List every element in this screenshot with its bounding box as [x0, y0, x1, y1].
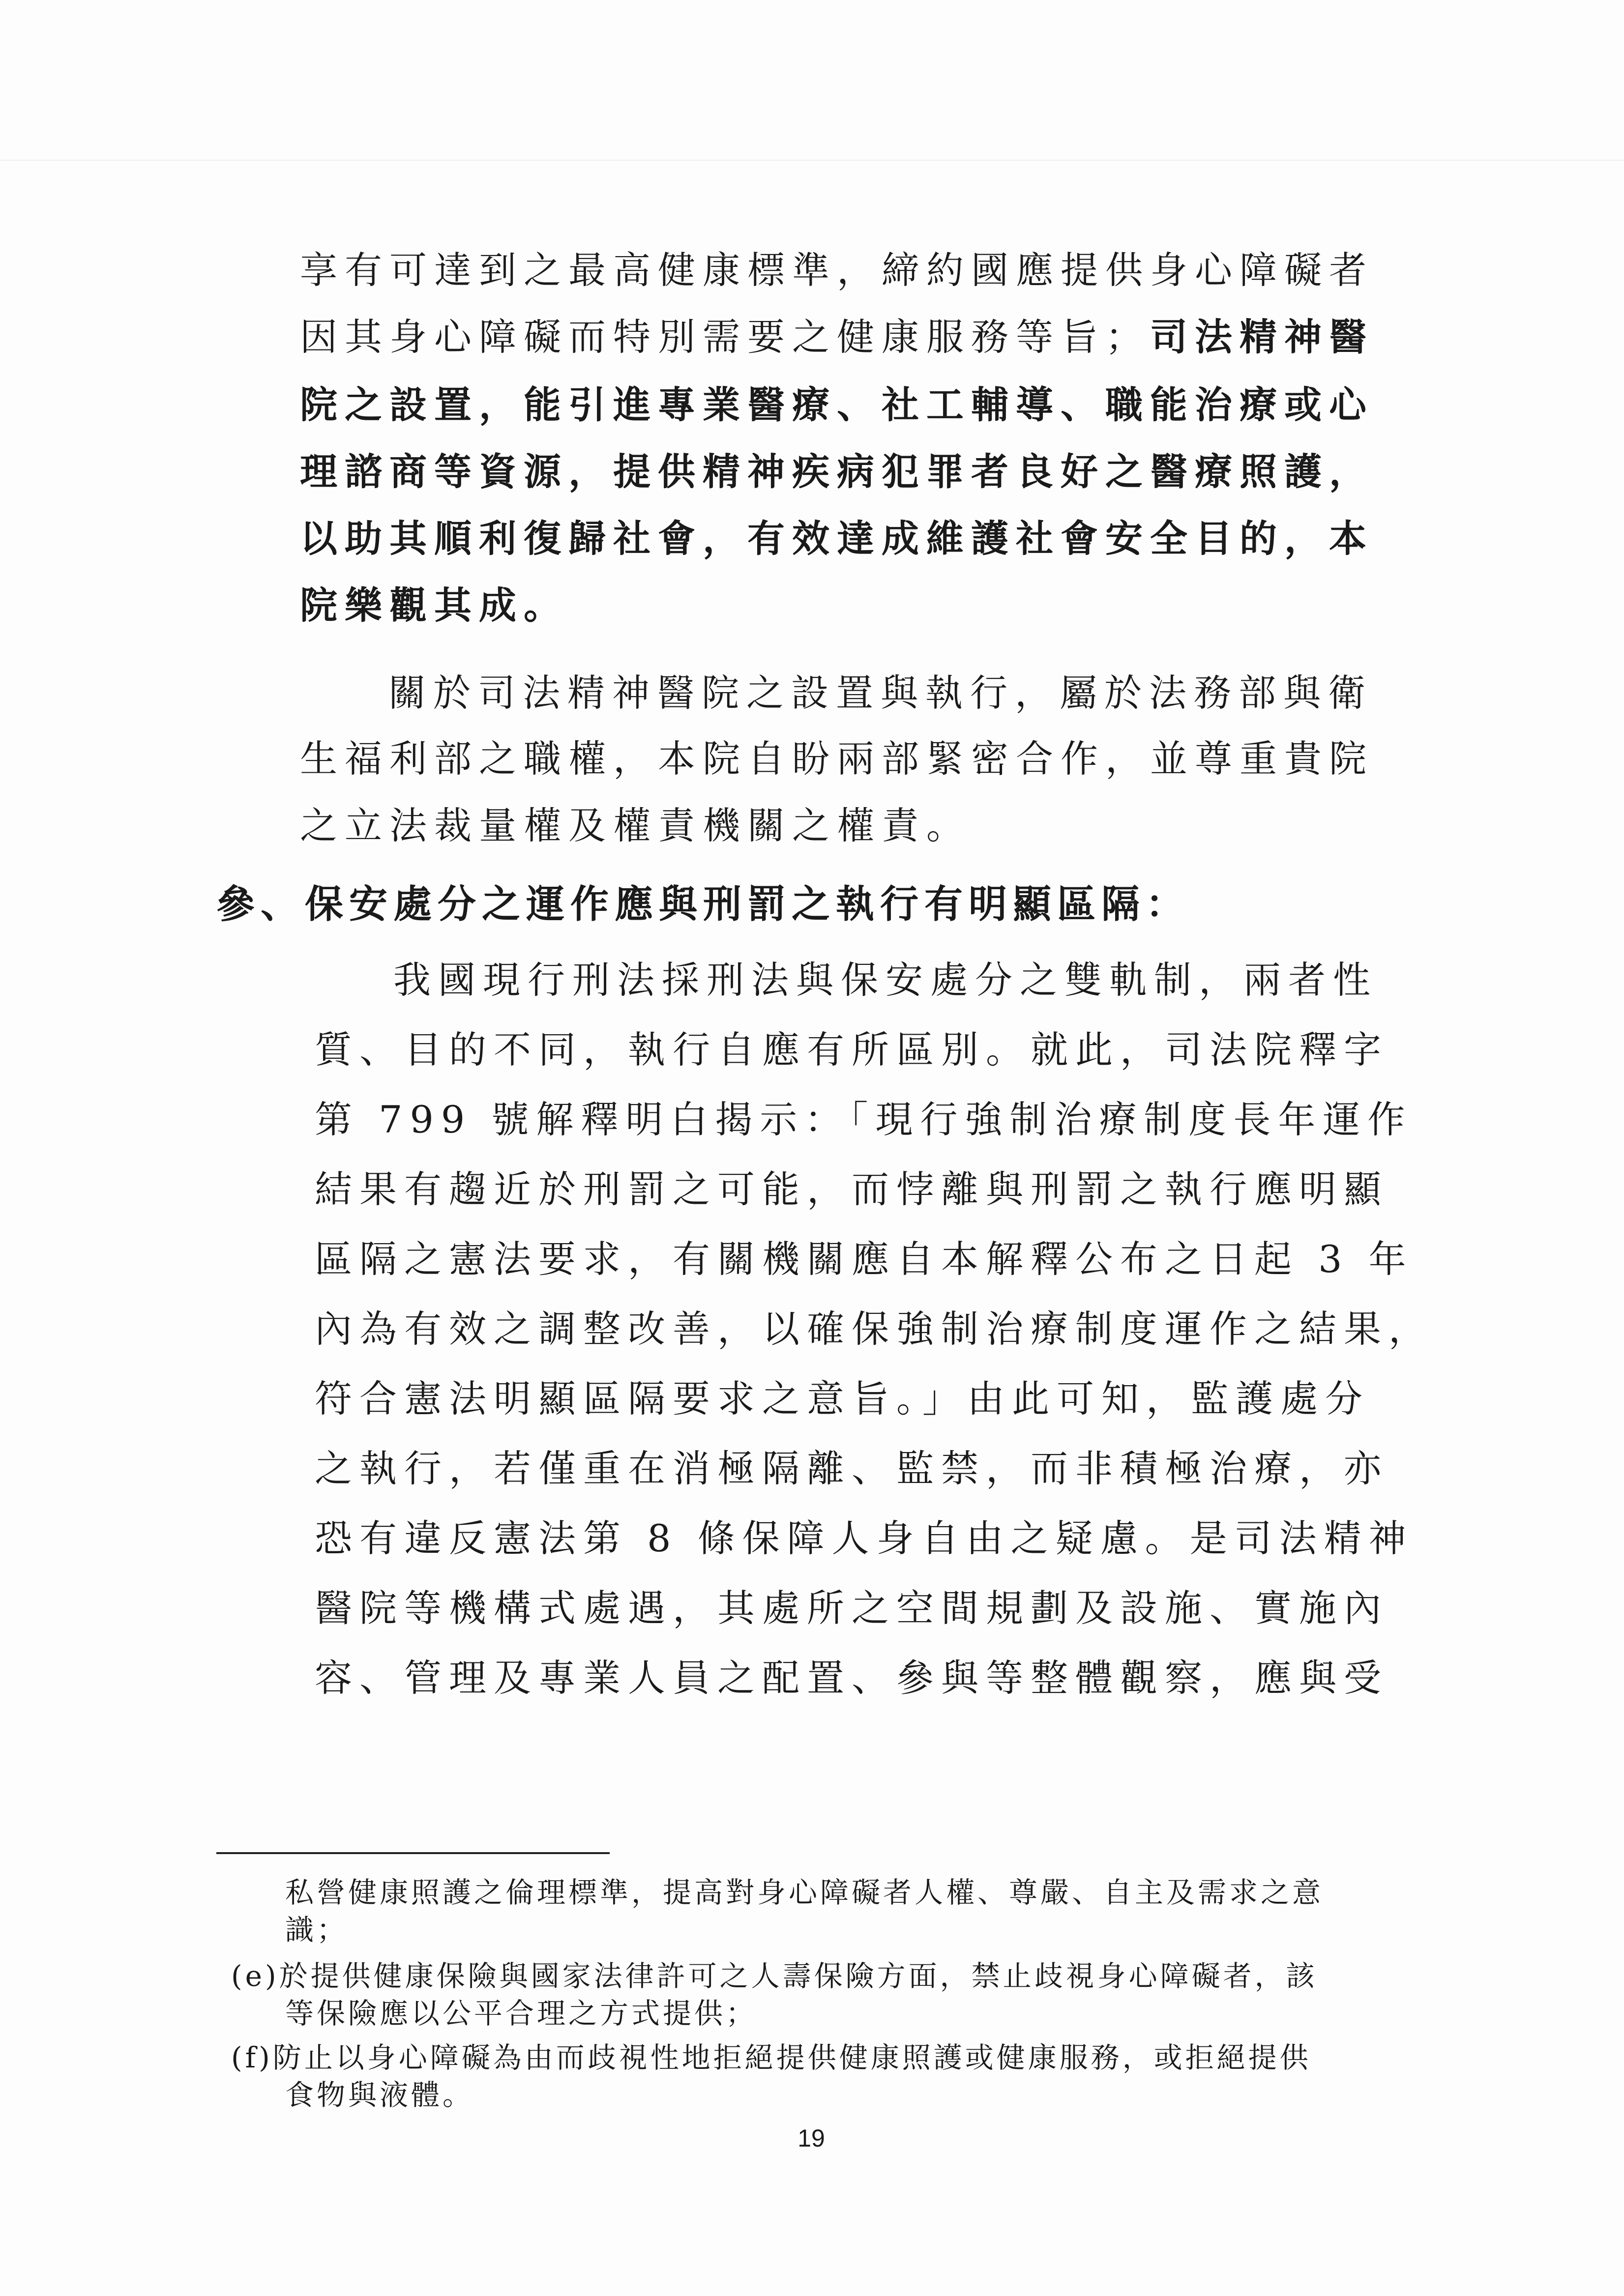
footnote-cont-line-2: 識；: [285, 1913, 349, 1947]
para1-line-3: 院之設置，能引進專業醫療、社工輔導、職能治療或心: [300, 383, 1374, 427]
footnote-f-line-2: 食物與液體。: [285, 2078, 474, 2112]
para3-line-10: 醫院等機構式處遇，其處所之空間規劃及設施、實施內: [315, 1586, 1388, 1630]
section-heading: 參、保安處分之運作應與刑罰之執行有明顯區隔：: [216, 882, 1190, 927]
para3-line-2: 質、目的不同，執行自應有所區別。就此，司法院釋字: [315, 1028, 1388, 1072]
footnote-separator: [216, 1852, 610, 1854]
para2-line-1: 關於司法精神醫院之設置與執行，屬於法務部與衛: [388, 671, 1373, 715]
para3-line-1: 我國現行刑法採刑法與保安處分之雙軌制，兩者性: [393, 958, 1378, 1002]
para1-line-1: 享有可達到之最高健康標準，締約國應提供身心障礙者: [300, 248, 1374, 292]
page-number: 19: [797, 2124, 825, 2152]
para3-line-7: 符合憲法明顯區隔要求之意旨。」由此可知，監護處分: [315, 1377, 1370, 1421]
para3-line-6: 內為有效之調整改善，以確保強制治療制度運作之結果，: [315, 1307, 1433, 1351]
para3-line-4: 結果有趨近於刑罰之可能，而悖離與刑罰之執行應明顯: [315, 1167, 1388, 1211]
footnote-f-line-1: (f)防止以身心障礙為由而歧視性地拒絕提供健康照護或健康服務，或拒絕提供: [231, 2041, 1311, 2074]
para2-line-3: 之立法裁量權及權責機關之權責。: [300, 804, 971, 847]
footnote-e-line-1: (e)於提供健康保險與國家法律許可之人壽保險方面，禁止歧視身心障礙者，該: [231, 1959, 1318, 1993]
para1-line-2: [300, 313, 1374, 362]
para3-line-8: 之執行，若僅重在消極隔離、監禁，而非積極治療，亦: [315, 1447, 1388, 1490]
para3-line-3: 第 799 號解釋明白揭示：「現行強制治療制度長年運作: [315, 1098, 1413, 1141]
footnote-cont-line-1: 私營健康照護之倫理標準，提高對身心障礙者人權、尊嚴、自主及需求之意: [285, 1876, 1324, 1909]
para2-line-2: 生福利部之職權，本院自盼兩部緊密合作，並尊重貴院: [300, 737, 1374, 781]
scan-artifact-line: [0, 160, 1624, 161]
para3-line-11: 容、管理及專業人員之配置、參與等整體觀察，應與受: [315, 1656, 1388, 1700]
para3-line-9: 恐有違反憲法第 8 條保障人身自由之疑慮。是司法精神: [315, 1516, 1414, 1560]
para1-line-2-bold: 司法精神醫: [1150, 315, 1374, 359]
para1-line-5: 以助其順利復歸社會，有效達成維護社會安全目的，本: [300, 517, 1374, 560]
footnote-e-line-2: 等保險應以公平合理之方式提供；: [285, 1997, 758, 2030]
para1-line-4: 理諮商等資源，提供精神疾病犯罪者良好之醫療照護，: [300, 450, 1374, 494]
para1-line-2-regular: 因其身心障礙而特別需要之健康服務等旨；: [300, 315, 1150, 359]
para1-line-6: 院樂觀其成。: [300, 583, 568, 627]
para3-line-5: 區隔之憲法要求，有關機關應自本解釋公布之日起 3 年: [315, 1237, 1414, 1281]
